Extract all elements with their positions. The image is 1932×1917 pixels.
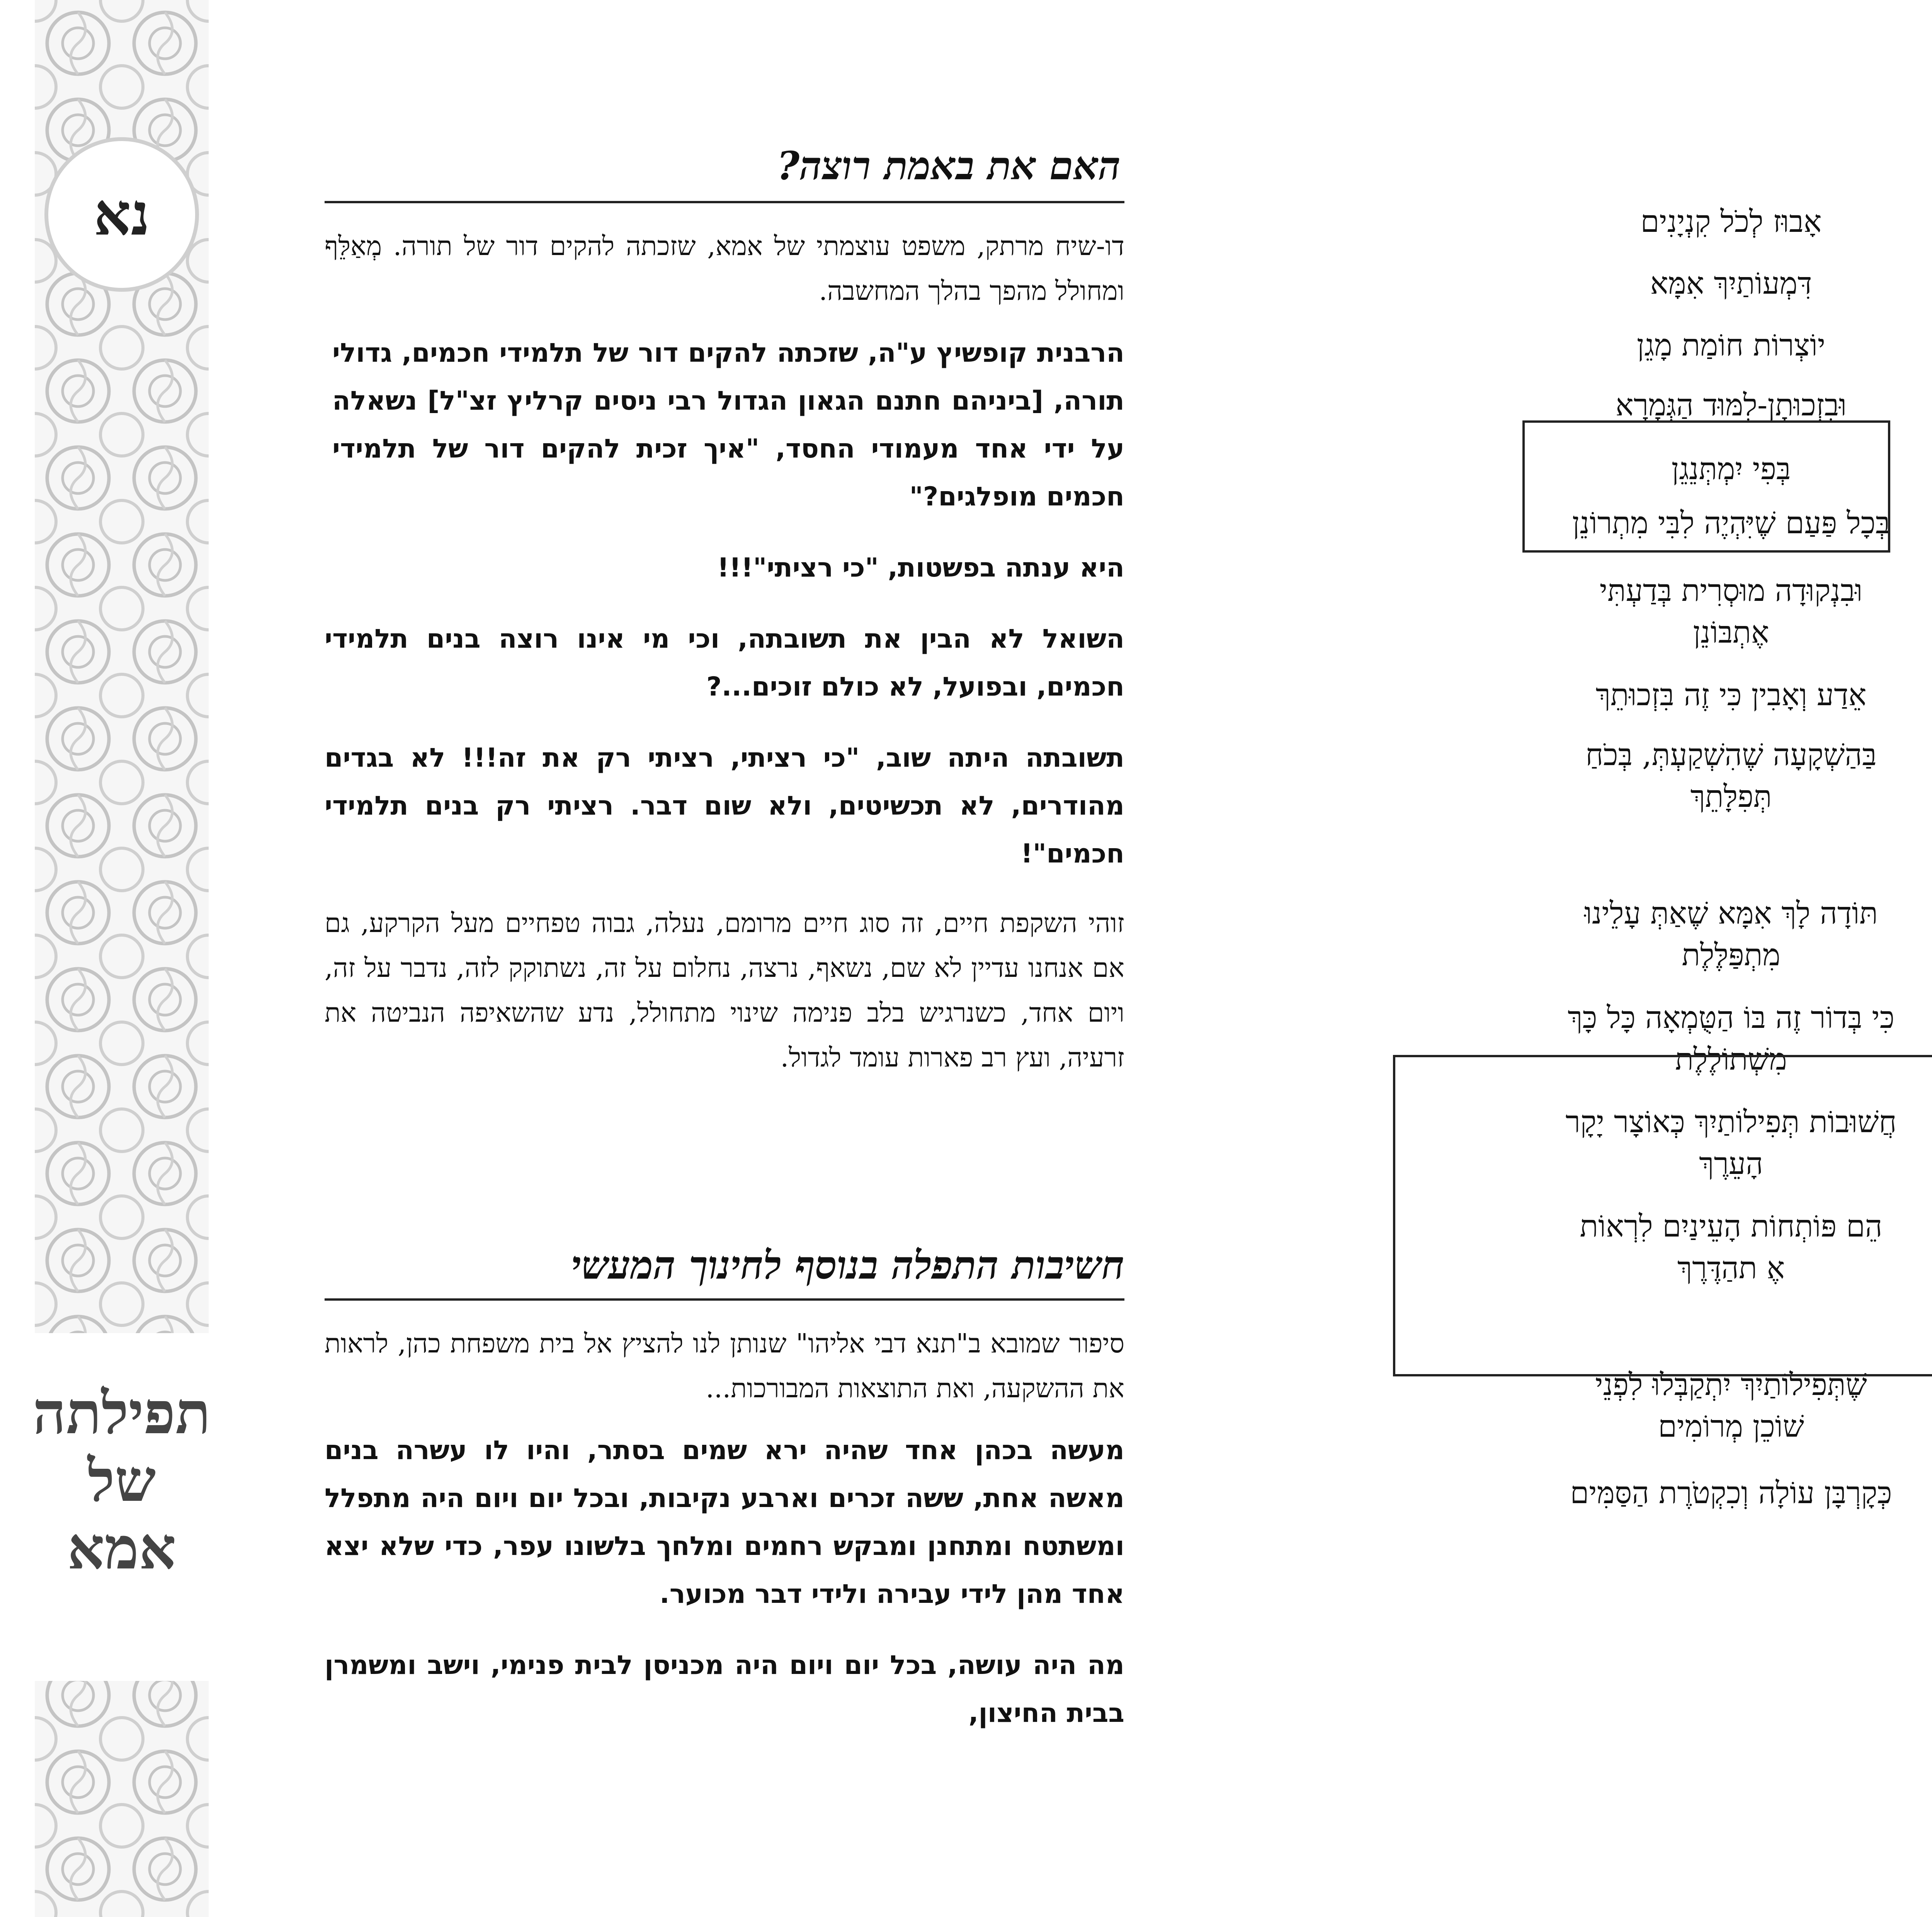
poem-line: אֶ תהַדֶּרֶךְ (1677, 1251, 1785, 1286)
section1-paragraph: השואל לא הבין את תשובתה, וכי מי אינו רוצה בנים תלמידי חכמים, ובפועל, לא כולם זוכים...? (325, 624, 1124, 702)
section1-underline (325, 201, 1124, 203)
section2-heading: חשיבות התפלה בנוסף לחינוך המעשי (571, 1242, 1124, 1288)
poem-line: שֶׁתְּפִילוֹתַיִךְ יִתְקַבְּלוּ לִפְנֵי (1595, 1368, 1867, 1402)
section1-intro: דו-שיח מרתק, משפט עוצמתי של אמא, שזכתה להקים דור של תורה. מְאַלֵּף ומחולל מהפך בהלך המחשבה. (325, 231, 1124, 306)
poem-line: אָבוּז לְכֹל קִנְיָנִים (1640, 204, 1822, 239)
poem-line: דִּמְעוֹתַיִךְ אִמָּא (1650, 266, 1812, 301)
poem-line: שׁוֹכֵן מְרוֹמִים (1658, 1409, 1804, 1444)
poem-line: כְּקָרְבָּן עוֹלָה וְכִקְטֹרֶת הַסַּמִּים (1570, 1476, 1892, 1510)
poem-line: הָעֵרֶךְ (1699, 1146, 1763, 1181)
poem-highlight-box (1393, 1055, 1932, 1376)
poem-line: בְּפִי יִמְתְּנֵגֵן (1671, 452, 1791, 486)
poem-line: כִּי בְּדוֹר זֶה בּוֹ הַטֻּמְאָה כָּל כָּךְ (1568, 1000, 1895, 1035)
poem-line: מִשְׁתוֹלֶלֶת (1675, 1042, 1787, 1077)
section2-paragraph: מה היה עושה, בכל יום ויום היה מכניסן לבית פנימי, וישב ומשמרן בבית החיצון, (325, 1650, 1124, 1728)
poem-line: הֵם פּוֹתְחוֹת הָעֵינַיִם לִרְאוֹת (1580, 1209, 1883, 1244)
poem-line: יוֹצְרוֹת חוֹמַת מָגֵן (1636, 328, 1826, 363)
section2-paragraph: מעשה בכהן אחד שהיה ירא שמים בסתר, והיו לו עשרה בנים מאשה אחת, ששה זכרים וארבע נקיבות, ובכל יום ויום היה מתפלל ומשתטח ומתחנן ומבקש רחמים ומלחך בלשונו עפר, כדי שלא יצא אחד מהן לידי עבירה ולידי דבר מכוער. (325, 1435, 1124, 1609)
poem-line: תּוֹדָה לָךְ אִמָּא שֶׁאַתְּ עָלֵינוּ (1584, 896, 1878, 931)
poem-line: מִתְפַּלֶּלֶת (1682, 938, 1781, 973)
poem-line: בְּכָל פַּעַם שֶׁיִּהְיֶה לִבִּי מִתְרוֹנֵן (1572, 506, 1890, 541)
sidebar-title-line: תפילתה (32, 1379, 211, 1447)
section1-paragraph: הרבנית קופשיץ ע"ה, שזכתה להקים דור של תלמידי חכמים, גדולי תורה, [ביניהם חתנם הגאון הגדול רבי ניסים קרליץ זצ"ל] נשאלה על ידי אחד מעמודי החסד, "איך זכית להקים דור של תלמידי חכמים מופלגים?" (332, 338, 1124, 512)
poem-highlight-box (1522, 420, 1890, 553)
sidebar-title-line: אמא (67, 1514, 176, 1582)
section1-body (325, 224, 1124, 1096)
poem-line: וּבִזְכוּתָן-לִמּוּד הַגְּמָרָא (1615, 388, 1847, 423)
poem-line: חֲשׁוּבוֹת תְּפִילוֹתַיִךְ כְּאוֹצָר יָקָר (1565, 1105, 1897, 1140)
poem-line: אֵדַע וְאָבִין כִּי זֶה בִּזְכוּתֵךְ (1595, 678, 1867, 713)
section2-underline (325, 1298, 1124, 1301)
section2-body (325, 1322, 1124, 1761)
poem-line: אֶתְבּוֹנֵן (1693, 615, 1769, 650)
poem-line: בַּהַשְׁקָעָה שֶׁהִשְׁקַעְתְּ, בְּכֹחַ (1585, 738, 1877, 772)
poem-line: וּבִנְקוּדָה מוּסְרִית בְּדַעְתִּי (1599, 573, 1863, 608)
section1-paragraph: זוהי השקפת חיים, זה סוג חיים מרומם, נעלה, גבוה טפחיים מעל הקרקע, גם אם אנחנו עדיין לא שם, נשאף, נרצה, נחלום על זה, נשתוקק לזה, נדבר על זה, ויום אחד, כשנרגיש בלב פנימה שינוי מתחולל, נדע שהשאיפה הנביטה את זרעיה, ועץ רב פארות עומד לגדול. (325, 908, 1124, 1073)
page-number-left: נא (44, 137, 199, 292)
section1-paragraph: תשובתה היתה שוב, "כי רציתי, רציתי רק את זה!!! לא בגדים מהודרים, לא תכשיטים, ולא שום דבר. רציתי רק בנים תלמידי חכמים"! (325, 743, 1124, 869)
poem-line: תְּפִלָּתֵךְ (1690, 779, 1772, 814)
sidebar-title-left (21, 1333, 222, 1681)
section1-paragraph: היא ענתה בפשטות, "כי רציתי"!!! (717, 553, 1124, 583)
section2-intro: סיפור שמובא ב"תנא דבי אליהו" שנותן לנו להציץ אל בית משפחת כהן, לראות את ההשקעה, ואת התוצאות המבורכות... (325, 1328, 1124, 1404)
sidebar-title-line: של (87, 1447, 156, 1515)
section1-heading: האם את באמת רוצה? (777, 143, 1121, 189)
